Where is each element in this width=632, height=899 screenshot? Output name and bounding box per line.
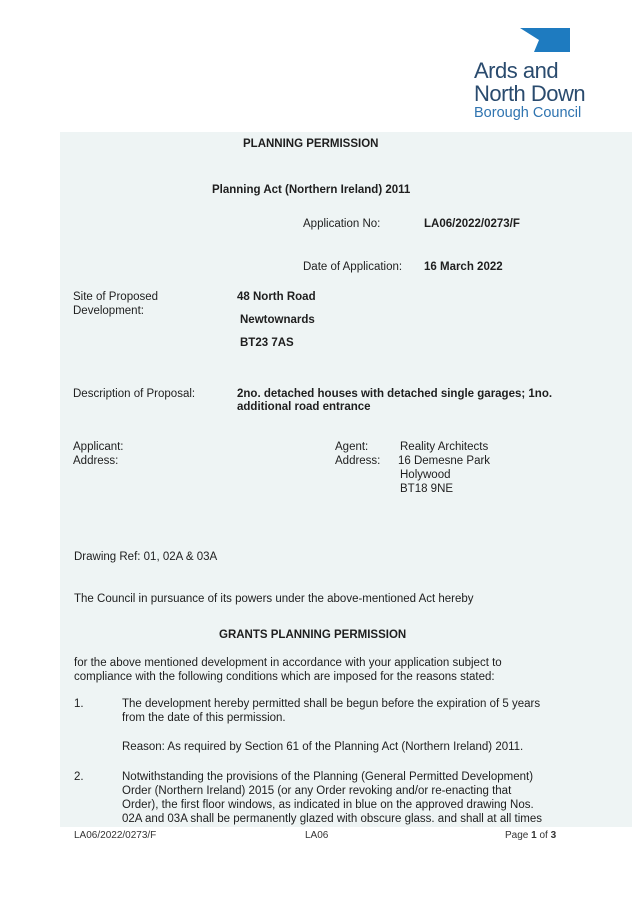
condition-1-line1: The development hereby permitted shall be begun before the expiration of 5 years [122,698,541,710]
page-of: of [536,830,551,841]
site-label-line2: Development: [73,305,144,317]
site-address-line2: Newtownards [240,314,315,326]
description-line1: 2no. detached houses with detached single garages; 1no. [237,388,553,400]
page-prefix: Page [505,830,532,841]
logo-text-line1: Ards and [474,58,559,83]
agent-name: Reality Architects [400,441,489,453]
flag-icon [520,28,570,52]
applicant-address-label: Address: [73,455,119,467]
description-line2: additional road entrance [237,401,371,413]
condition-2-line3: Order), the first floor windows, as indicated in blue on the approved drawing Nos. [122,799,534,811]
intro-line2: compliance with the following conditions which are imposed for the reasons stated: [74,671,495,683]
application-date-label: Date of Application: [303,261,403,273]
council-statement: The Council in pursuance of its powers under the above-mentioned Act hereby [74,593,474,605]
drawing-ref: Drawing Ref: 01, 02A & 03A [74,551,218,563]
agent-address-line3: BT18 9NE [400,483,454,495]
condition-2-number: 2. [74,771,84,783]
condition-1-line2: from the date of this permission. [122,712,286,724]
document-title: PLANNING PERMISSION [243,138,379,150]
site-address-line1: 48 North Road [237,291,316,303]
logo-text-line3: Borough Council [474,105,582,121]
description-label: Description of Proposal: [73,388,196,400]
page-current: 1 [531,830,537,841]
applicant-label: Applicant: [73,441,124,453]
application-no-label: Application No: [303,218,381,230]
condition-1-number: 1. [74,698,84,710]
application-no-value: LA06/2022/0273/F [424,218,520,230]
condition-2-line4: 02A and 03A shall be permanently glazed with obscure glass. and shall at all times [122,813,543,825]
site-address-line3: BT23 7AS [240,337,294,349]
footer-reference: LA06/2022/0273/F [74,830,157,841]
agent-address-line2: Holywood [400,469,451,481]
grants-heading: GRANTS PLANNING PERMISSION [219,629,407,641]
act-heading: Planning Act (Northern Ireland) 2011 [212,184,411,196]
condition-1-reason: Reason: As required by Section 61 of the Planning Act (Northern Ireland) 2011. [122,741,524,753]
agent-label: Agent: [335,441,369,453]
footer-page-number [505,830,556,841]
condition-2-line2: Order (Northern Ireland) 2015 (or any Order revoking and/or re-enacting that [122,785,512,797]
agent-address-label: Address: [335,455,381,467]
logo-text-line2: North Down [474,81,586,106]
site-label-line1: Site of Proposed [73,291,159,303]
footer-council-code: LA06 [305,830,329,841]
condition-2-line1: Notwithstanding the provisions of the Planning (General Permitted Development) [122,771,534,783]
page-total: 3 [550,830,557,841]
application-date-value: 16 March 2022 [424,261,503,273]
intro-line1: for the above mentioned development in accordance with your application subject to [74,657,502,669]
agent-address-line1: 16 Demesne Park [398,455,491,467]
